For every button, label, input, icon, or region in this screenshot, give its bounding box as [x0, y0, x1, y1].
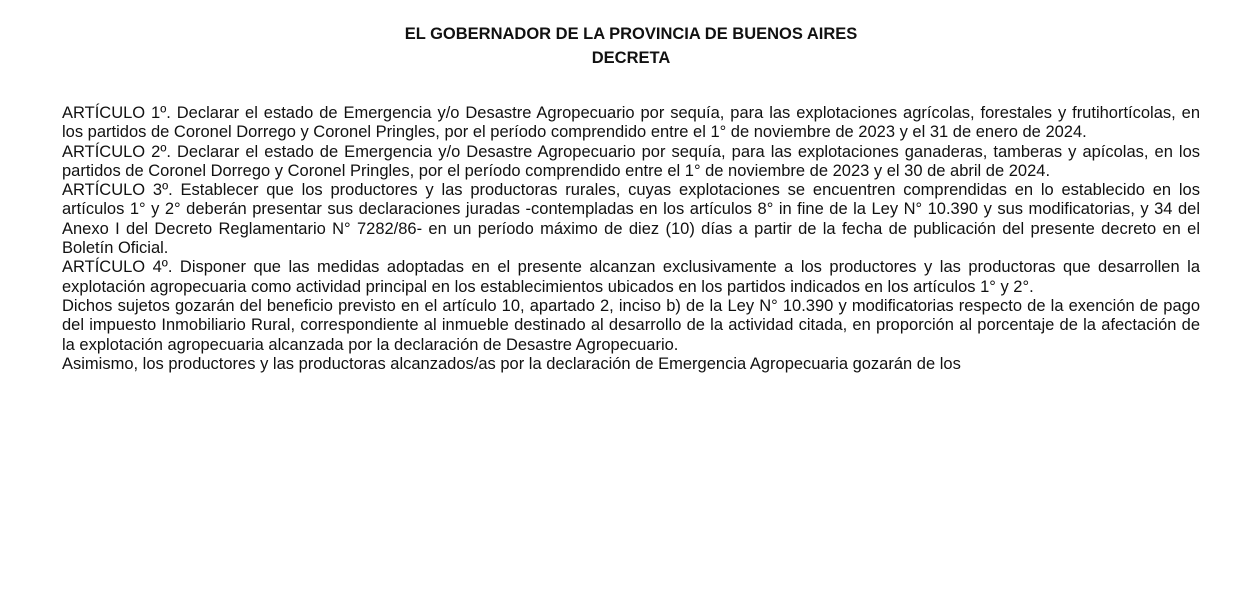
article-1-paragraph: ARTÍCULO 1º. Declarar el estado de Emergencia y/o Desastre Agropecuario por sequía, para las explotaciones agrícolas, forestales y frutihortícolas, en los partidos de Coronel Dorrego y Coronel Pringles, por el período comprendido entre el 1° de noviembre de 2023 y el 31 de enero de 2024.: [62, 104, 1200, 142]
article-3-paragraph: ARTÍCULO 3º. Establecer que los productores y las productoras rurales, cuyas explotaciones se encuentren comprendidas en lo establecido en los artículos 1° y 2° deberán presentar sus declaraciones juradas -contempladas en los artículos 8° in fine de la Ley N° 10.390 y sus modificatorias, y 34 del Anexo I del Decreto Reglamentario N° 7282/86- en un período máximo de diez (10) días a partir de la fecha de publicación del presente decreto en el Boletín Oficial.: [62, 181, 1200, 258]
article-2-paragraph: ARTÍCULO 2º. Declarar el estado de Emergencia y/o Desastre Agropecuario por sequía, para las explotaciones ganaderas, tamberas y apícolas, en los partidos de Coronel Dorrego y Coronel Pringles, por el período comprendido entre el 1° de noviembre de 2023 y el 30 de abril de 2024.: [62, 142, 1200, 180]
benefit-paragraph: Dichos sujetos gozarán del beneficio previsto en el artículo 10, apartado 2, inciso b) de la Ley N° 10.390 y modificatorias respecto de la exención de pago del impuesto Inmobiliario Rural, correspondiente al inmueble destinado al desarrollo de la actividad citada, en proporción al porcentaje de la afectación de la explotación agropecuaria alcanzada por la declaración de Desastre Agropecuario.: [62, 296, 1200, 354]
document-heading-issuer: EL GOBERNADOR DE LA PROVINCIA DE BUENOS AIRES: [404, 25, 858, 43]
emergency-paragraph: Asimismo, los productores y las productoras alcanzados/as por la declaración de Emergencia Agropecuaria gozarán de los: [62, 354, 961, 373]
document-page: [62, 22, 1200, 374]
document-heading-decreta: DECRETA: [591, 49, 671, 67]
article-4-paragraph: ARTÍCULO 4º. Disponer que las medidas adoptadas en el presente alcanzan exclusivamente a los productores y las productoras que desarrollen la explotación agropecuaria como actividad principal en los establecimientos ubicados en los partidos indicados en los artículos 1° y 2°.: [62, 258, 1200, 296]
document-body: [62, 104, 1200, 374]
